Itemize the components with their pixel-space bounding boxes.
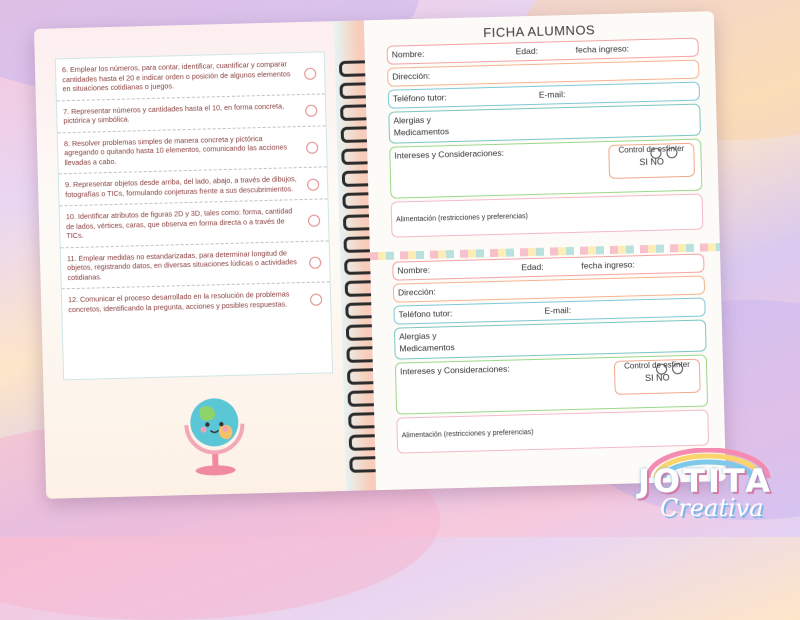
student-form bbox=[392, 254, 709, 457]
page-title: FICHA ALUMNOS bbox=[483, 22, 596, 41]
checkbox-icon[interactable] bbox=[305, 105, 317, 117]
checkbox-icon[interactable] bbox=[304, 68, 316, 80]
no-radio[interactable] bbox=[672, 363, 683, 374]
alergias-field[interactable] bbox=[394, 319, 707, 359]
objective-text: 11. Emplear medidas no estandarizadas, para determinar longitud de objetos, registrando datos, en diversas situaciones lúdicas o actividades cotidianas. bbox=[66, 247, 297, 282]
objectives-list bbox=[55, 51, 333, 380]
telefono-label: Teléfono tutor: bbox=[398, 308, 453, 320]
intereses-label: Intereses y Consideraciones: bbox=[394, 147, 505, 161]
esfinter-box bbox=[608, 143, 695, 179]
intereses-field[interactable] bbox=[389, 139, 702, 199]
checkbox-icon[interactable] bbox=[306, 141, 318, 153]
no-label: NO bbox=[655, 372, 670, 383]
checkbox-icon[interactable] bbox=[308, 215, 320, 227]
esfinter-options bbox=[615, 372, 699, 384]
nombre-label: Nombre: bbox=[397, 264, 431, 276]
no-label: NO bbox=[650, 156, 665, 167]
checkbox-icon[interactable] bbox=[309, 256, 321, 268]
direccion-label: Dirección: bbox=[392, 70, 431, 82]
alergias-field[interactable] bbox=[388, 104, 701, 144]
student-form bbox=[387, 38, 704, 241]
intereses-label: Intereses y Consideraciones: bbox=[399, 363, 510, 377]
alimentacion-field[interactable] bbox=[391, 194, 704, 238]
planner-book bbox=[34, 11, 726, 499]
objective-text: 8. Resolver problemas simples de manera concreta y pictórica agregando o quitando hasta 10 elementos, comunicando las acciones llevadas a cabo. bbox=[63, 133, 288, 167]
objective-text: 7. Representar números y cantidades hasta el 10, en forma concreta, pictórica y simbólica. bbox=[63, 100, 285, 126]
brand-logo bbox=[628, 448, 788, 532]
right-page bbox=[364, 11, 726, 490]
si-label: SI bbox=[644, 372, 654, 384]
checkbox-icon[interactable] bbox=[307, 178, 319, 190]
left-page bbox=[34, 21, 366, 499]
esfinter-label: Control de esfínter bbox=[618, 144, 685, 155]
brand-line2: Creativa bbox=[660, 494, 764, 522]
objective-text: 6. Emplear los números, para contar, identificar, cuantificar y comparar cantidades hasta el 20 e indicar orden o posición de algunos elementos en situaciones cotidianas o juegos. bbox=[61, 59, 291, 94]
alimentacion-field[interactable] bbox=[396, 409, 709, 453]
alergias-label: Alergias y bbox=[393, 114, 431, 126]
objective-text: 9. Representar objetos desde arriba, del lado, abajo, a través de dibujos, fotografías o TICs, formulando conjeturas frente a sus descubrimientos. bbox=[64, 174, 297, 199]
fecha-label: fecha ingreso: bbox=[575, 43, 630, 55]
edad-label: Edad: bbox=[521, 261, 544, 273]
objective-item bbox=[62, 282, 331, 320]
objective-text: 12. Comunicar el proceso desarrollado en la resolución de problemas concretos, identificando la pregunta, acciones y posibles respuestas. bbox=[67, 289, 290, 314]
fecha-label: fecha ingreso: bbox=[581, 259, 635, 271]
brand-line1: JOTITA bbox=[638, 462, 773, 500]
objective-item bbox=[56, 52, 325, 101]
medicamentos-label: Medicamentos bbox=[399, 342, 455, 354]
objective-text: 10. Identificar atributos de figuras 2D y 3D, tales como: forma, cantidad de lados, vértices, caras, que observa en forma directa o a través de TICs. bbox=[65, 206, 293, 241]
intereses-field[interactable] bbox=[395, 354, 708, 414]
esfinter-options bbox=[610, 156, 694, 168]
objective-item bbox=[61, 241, 330, 290]
objective-item bbox=[60, 199, 329, 248]
telefono-label: Teléfono tutor: bbox=[392, 92, 447, 104]
checkbox-icon[interactable] bbox=[310, 293, 322, 305]
alimentacion-label: Alimentación (restricciones y preferencias) bbox=[401, 429, 534, 440]
edad-label: Edad: bbox=[515, 45, 539, 57]
objective-item bbox=[58, 126, 327, 175]
email-label: E-mail: bbox=[538, 89, 566, 100]
alimentacion-label: Alimentación (restricciones y preferencias) bbox=[395, 213, 529, 224]
email-label: E-mail: bbox=[544, 305, 572, 316]
esfinter-box bbox=[614, 359, 701, 395]
globe-illustration bbox=[173, 385, 255, 477]
direccion-label: Dirección: bbox=[397, 286, 436, 298]
alergias-label: Alergias y bbox=[399, 330, 437, 342]
esfinter-label: Control de esfínter bbox=[623, 359, 690, 371]
medicamentos-label: Medicamentos bbox=[393, 126, 450, 138]
si-label: SI bbox=[639, 156, 649, 168]
no-radio[interactable] bbox=[667, 147, 678, 158]
nombre-label: Nombre: bbox=[391, 48, 425, 60]
